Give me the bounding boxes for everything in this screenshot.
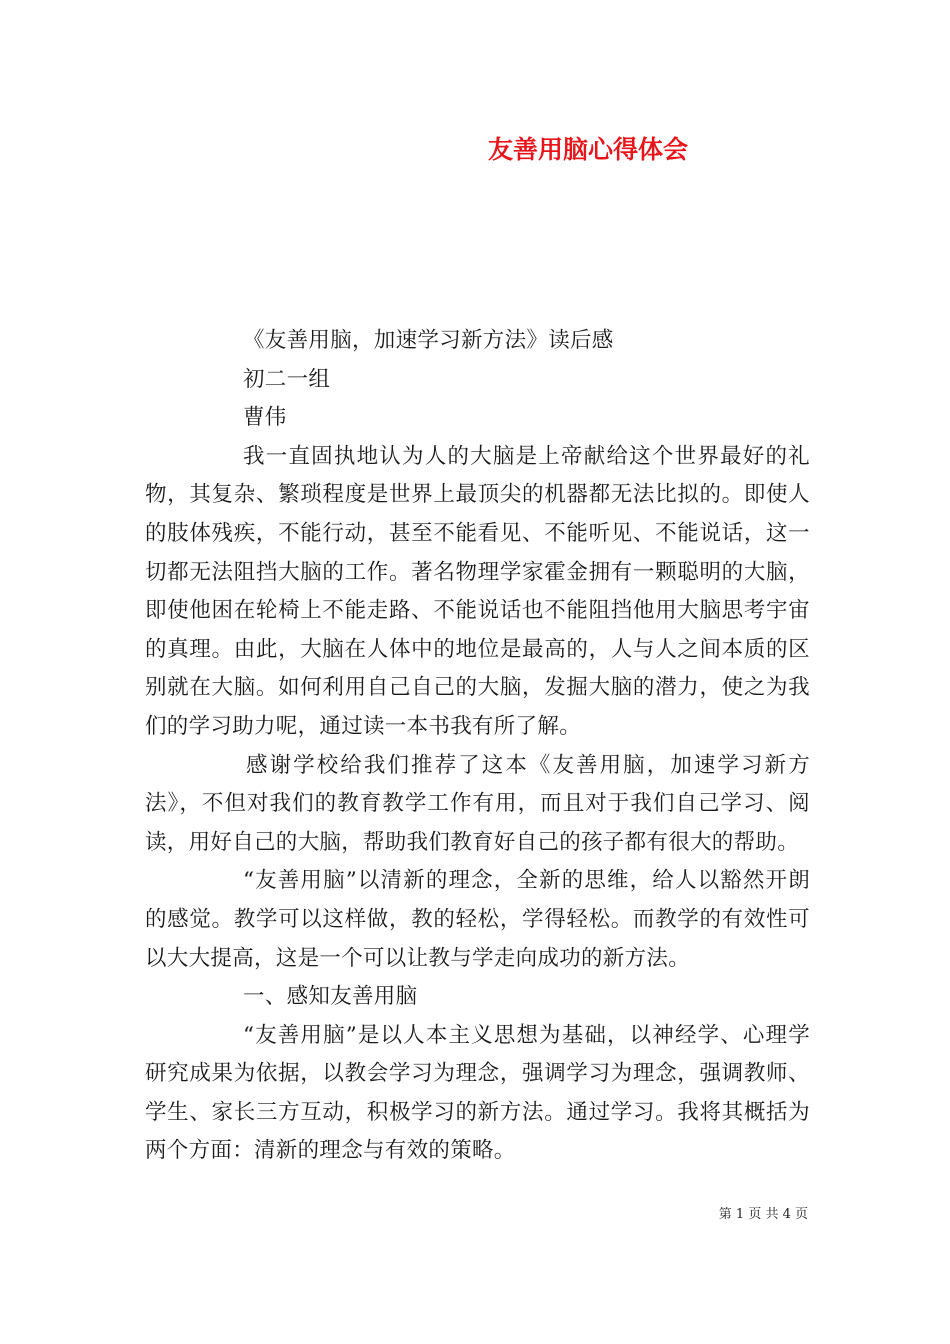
document-body [145,322,810,1171]
section-heading: 一、感知友善用脑 [243,984,418,1010]
book-heading: 《友善用脑，加速学习新方法》读后感 [243,328,614,353]
paragraph-2: 感谢学校给我们推荐了这本《友善用脑，加速学习新方法》，不但对我们的教育教学工作有用，而且对于我们自己学习、阅读，用好自己的大脑，帮助我们教育好自己的孩子都有很大的帮助。 [145,752,810,855]
section-paragraph: “友善用脑”是以人本主义思想为基础，以神经学、心理学研究成果为依据，以教会学习为理念，强调学习为理念，强调教师、学生、家长三方互动，积极学习的新方法。通过学习。我将其概括为两个方面：清新的理念与有效的策略。 [145,1022,810,1164]
page-footer: 第 1 页 共 4 页 [718,1207,808,1222]
paragraph-3: “友善用脑”以清新的理念，全新的思维，给人以豁然开朗的感觉。教学可以这样做，教的轻松，学得轻松。而教学的有效性可以大大提高，这是一个可以让教与学走向成功的新方法。 [145,868,810,971]
group-label: 初二一组 [243,366,331,392]
author-name: 曹伟 [243,405,287,431]
paragraph-1: 我一直固执地认为人的大脑是上帝献给这个世界最好的礼物，其复杂、繁琐程度是世界上最顶尖的机器都无法比拟的。即使人的肢体残疾，不能行动，甚至不能看见、不能听见、不能说话，这一切都无法阻挡大脑的工作。著名物理学家霍金拥有一颗聪明的大脑，即使他困在轮椅上不能走路、不能说话也不能阻挡他用大脑思考宇宙的真理。由此，大脑在人体中的地位是最高的，人与人之间本质的区别就在大脑。如何利用自己自己的大脑，发掘大脑的潜力，使之为我们的学习助力呢，通过读一本书我有所了解。 [145,443,810,739]
document-title: 友善用脑心得体会 [488,135,689,164]
